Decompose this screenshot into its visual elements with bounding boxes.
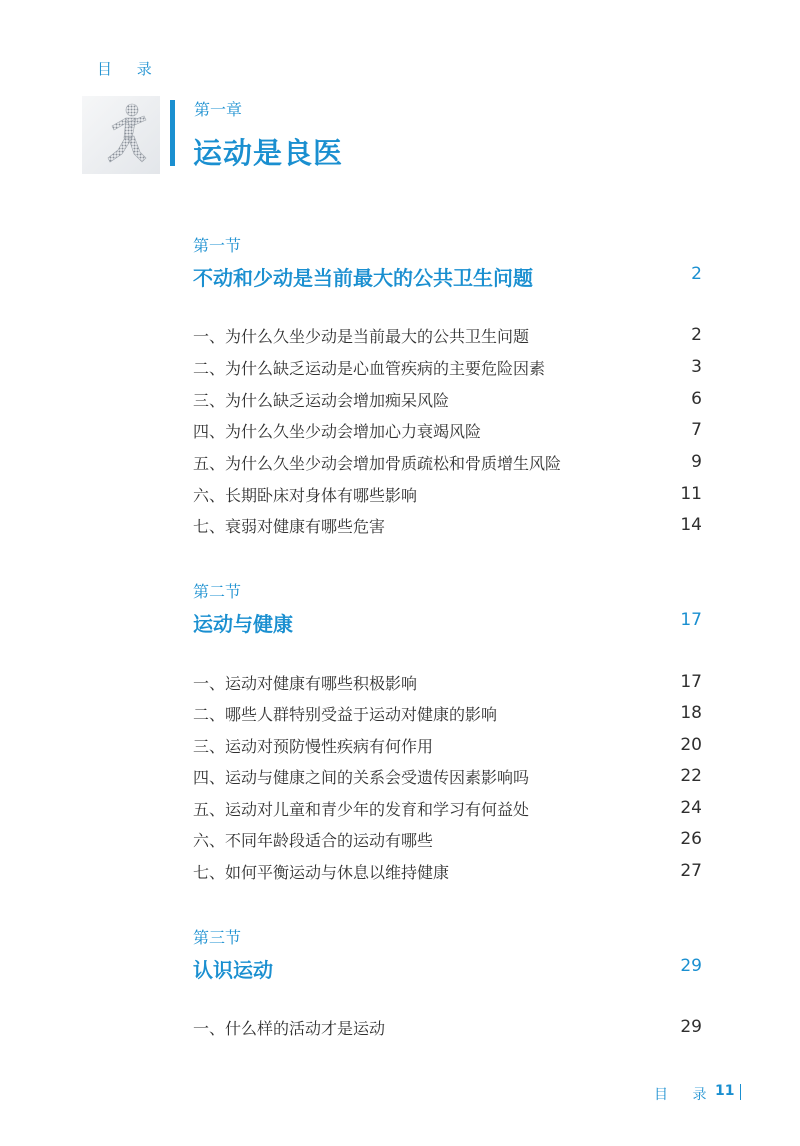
toc-entry[interactable] [193, 482, 702, 506]
toc-entry[interactable] [193, 418, 702, 442]
toc-entry-page: 18 [680, 703, 702, 723]
toc-entry[interactable] [193, 1015, 702, 1039]
toc-entry[interactable] [193, 796, 702, 820]
page-header-label: 目 录 [97, 60, 162, 78]
toc-entry[interactable] [193, 355, 702, 379]
toc-entry-page: 7 [691, 420, 702, 440]
toc-entry[interactable] [193, 701, 702, 725]
section-title[interactable]: 不动和少动是当前最大的公共卫生问题 [193, 266, 533, 290]
toc-entry-page: 24 [680, 798, 702, 818]
toc-entry-label: 五、为什么久坐少动会增加骨质疏松和骨质增生风险 [193, 453, 562, 473]
toc-entry-page: 22 [680, 766, 702, 786]
toc-entry-page: 3 [691, 357, 702, 377]
toc-entry-label: 七、衰弱对健康有哪些危害 [193, 516, 386, 536]
section-number: 第二节 [193, 582, 242, 601]
toc-entry-label: 六、长期卧床对身体有哪些影响 [193, 485, 418, 505]
toc-entry[interactable] [193, 764, 702, 788]
toc-entry-page: 14 [680, 515, 702, 535]
toc-entry-page: 29 [680, 1017, 702, 1037]
section-page-number: 2 [691, 264, 702, 284]
section-page-number: 17 [680, 610, 702, 630]
toc-entry[interactable] [193, 733, 702, 757]
section-title[interactable]: 运动与健康 [193, 612, 293, 636]
toc-entry-label: 五、运动对儿童和青少年的发育和学习有何益处 [193, 799, 530, 819]
toc-entry-label: 三、为什么缺乏运动会增加痴呆风险 [193, 390, 450, 410]
toc-entry-label: 一、什么样的活动才是运动 [193, 1018, 386, 1038]
toc-entry[interactable] [193, 670, 702, 694]
toc-entry-label: 二、为什么缺乏运动是心血管疾病的主要危险因素 [193, 358, 546, 378]
toc-entry[interactable] [193, 859, 702, 883]
toc-entry-page: 6 [691, 389, 702, 409]
footer-divider [740, 1084, 741, 1100]
section-number: 第一节 [193, 236, 242, 255]
toc-entry-page: 20 [680, 735, 702, 755]
toc-entry-label: 四、运动与健康之间的关系会受遗传因素影响吗 [193, 767, 530, 787]
section-page-number: 29 [680, 956, 702, 976]
toc-entry-label: 四、为什么久坐少动会增加心力衰竭风险 [193, 421, 482, 441]
chapter-number: 第一章 [194, 100, 243, 119]
toc-entry-page: 17 [680, 672, 702, 692]
toc-entry-page: 26 [680, 829, 702, 849]
toc-entry-label: 七、如何平衡运动与休息以维持健康 [193, 862, 450, 882]
footer-label: 目 录 [654, 1087, 717, 1103]
toc-entry[interactable] [193, 387, 702, 411]
toc-entry-page: 27 [680, 861, 702, 881]
toc-entry-page: 2 [691, 325, 702, 345]
toc-entry-label: 三、运动对预防慢性疾病有何作用 [193, 736, 434, 756]
chapter-title: 运动是良医 [193, 136, 344, 170]
section-title[interactable]: 认识运动 [193, 958, 273, 982]
section-number: 第三节 [193, 928, 242, 947]
toc-entry-label: 六、不同年龄段适合的运动有哪些 [193, 830, 434, 850]
toc-entry-page: 9 [691, 452, 702, 472]
toc-entry[interactable] [193, 323, 702, 347]
toc-entry-label: 二、哪些人群特别受益于运动对健康的影响 [193, 704, 498, 724]
toc-entry-page: 11 [680, 484, 702, 504]
runner-icon [82, 96, 160, 174]
toc-entry-label: 一、运动对健康有哪些积极影响 [193, 673, 418, 693]
footer-page-number: 11 [715, 1083, 735, 1099]
toc-entry[interactable] [193, 513, 702, 537]
toc-entry[interactable] [193, 450, 702, 474]
toc-entry[interactable] [193, 827, 702, 851]
chapter-accent-bar [170, 100, 175, 166]
toc-entry-label: 一、为什么久坐少动是当前最大的公共卫生问题 [193, 326, 530, 346]
